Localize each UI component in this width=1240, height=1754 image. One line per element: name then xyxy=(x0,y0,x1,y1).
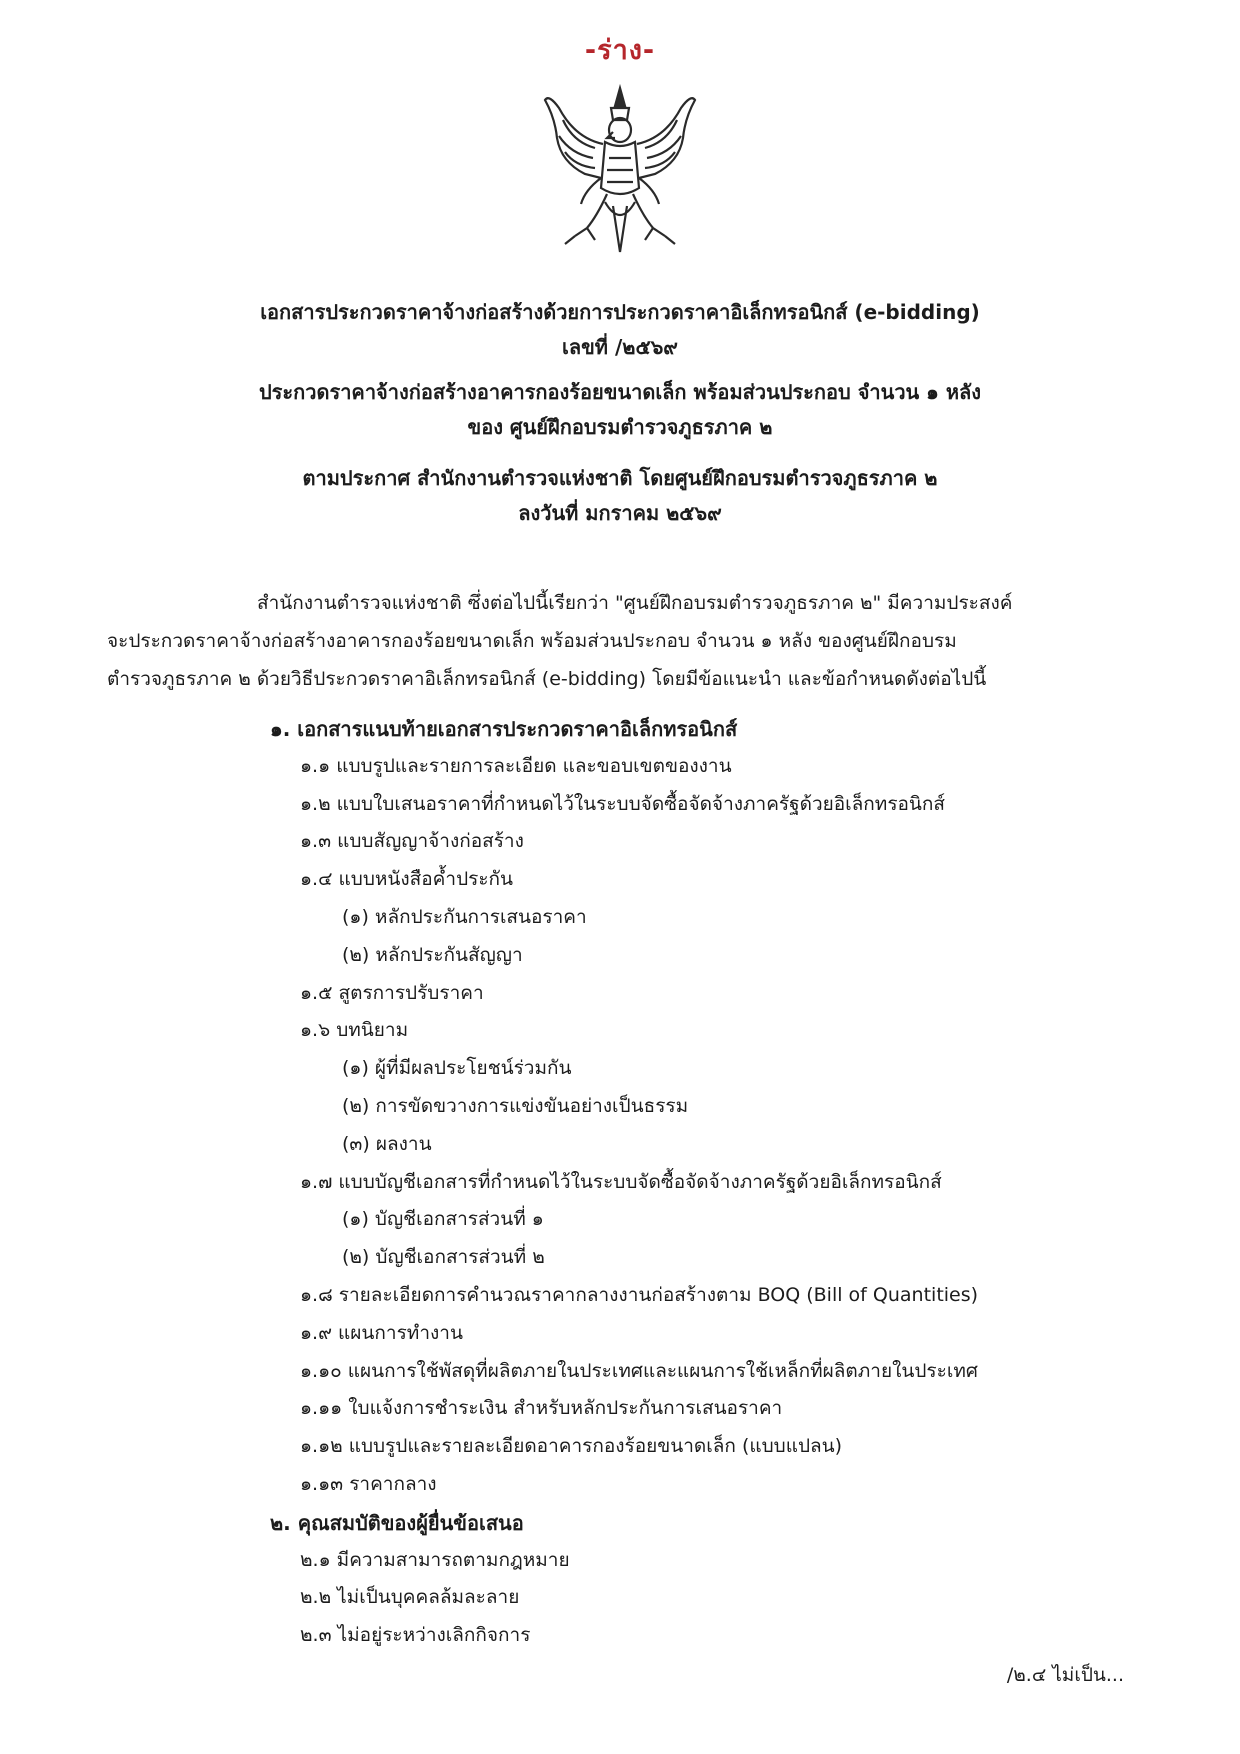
list-item: ๑.๔ แบบหนังสือค้ำประกัน xyxy=(300,868,514,890)
list-item: (๑) บัญชีเอกสารส่วนที่ ๑ xyxy=(342,1208,544,1230)
list-item: ๑.๑๓ ราคากลาง xyxy=(300,1473,437,1495)
list-item: ๑.๘ รายละเอียดการคำนวณราคากลางงานก่อสร้างตาม BOQ (Bill of Quantities) xyxy=(300,1284,979,1306)
announcement-date: ลงวันที่ มกราคม ๒๕๖๙ xyxy=(518,501,722,525)
list-item: ๑.๕ สูตรการปรับราคา xyxy=(300,982,484,1004)
project-title: ประกวดราคาจ้างก่อสร้างอาคารกองร้อยขนาดเล็ก พร้อมส่วนประกอบ จำนวน ๑ หลัง xyxy=(258,380,982,404)
project-owner: ของ ศูนย์ฝึกอบรมตำรวจภูธรภาค ๒ xyxy=(467,415,773,439)
document-number: เลขที่ /๒๕๖๙ xyxy=(562,335,678,359)
list-item: ๑.๑๑ ใบแจ้งการชำระเงิน สำหรับหลักประกันการเสนอราคา xyxy=(300,1397,783,1419)
garuda-emblem-icon xyxy=(535,78,705,258)
list-item: ๑.๑๐ แผนการใช้พัสดุที่ผลิตภายในประเทศและแผนการใช้เหล็กที่ผลิตภายในประเทศ xyxy=(300,1360,978,1382)
list-item: ๑.๓ แบบสัญญาจ้างก่อสร้าง xyxy=(300,830,524,852)
list-item: (๒) หลักประกันสัญญา xyxy=(342,944,523,966)
document-title: เอกสารประกวดราคาจ้างก่อสร้างด้วยการประกวดราคาอิเล็กทรอนิกส์ (e-bidding) xyxy=(260,300,980,324)
intro-line: ตำรวจภูธรภาค ๒ ด้วยวิธีประกวดราคาอิเล็กทรอนิกส์ (e-bidding) โดยมีข้อแนะนำ และข้อกำหนดดังต่อไปนี้ xyxy=(107,668,987,690)
list-item: (๒) การขัดขวางการแข่งขันอย่างเป็นธรรม xyxy=(342,1095,689,1117)
draft-mark: -ร่าง- xyxy=(584,35,656,66)
section-heading: ๒. คุณสมบัติของผู้ยื่นข้อเสนอ xyxy=(270,1511,524,1535)
page-continuation: /๒.๔ ไม่เป็น... xyxy=(1006,1664,1124,1686)
list-item: ๒.๑ มีความสามารถตามกฎหมาย xyxy=(300,1549,570,1571)
list-item: (๓) ผลงาน xyxy=(342,1133,432,1155)
list-item: ๑.๗ แบบบัญชีเอกสารที่กำหนดไว้ในระบบจัดซื้อจัดจ้างภาครัฐด้วยอิเล็กทรอนิกส์ xyxy=(300,1171,942,1193)
list-item: ๒.๓ ไม่อยู่ระหว่างเลิกกิจการ xyxy=(300,1624,531,1646)
list-item: ๑.๑ แบบรูปและรายการละเอียด และขอบเขตของงาน xyxy=(300,755,732,777)
list-item: (๑) ผู้ที่มีผลประโยชน์ร่วมกัน xyxy=(342,1057,572,1079)
section-heading: ๑. เอกสารแนบท้ายเอกสารประกวดราคาอิเล็กทรอนิกส์ xyxy=(270,717,738,741)
list-item: ๑.๖ บทนิยาม xyxy=(300,1019,409,1041)
announcement-line: ตามประกาศ สำนักงานตำรวจแห่งชาติ โดยศูนย์ฝึกอบรมตำรวจภูธรภาค ๒ xyxy=(302,466,938,490)
intro-line: สำนักงานตำรวจแห่งชาติ ซึ่งต่อไปนี้เรียกว่า "ศูนย์ฝึกอบรมตำรวจภูธรภาค ๒" มีความประสงค์ xyxy=(257,592,1013,614)
list-item: ๑.๒ แบบใบเสนอราคาที่กำหนดไว้ในระบบจัดซื้อจัดจ้างภาครัฐด้วยอิเล็กทรอนิกส์ xyxy=(300,793,946,815)
list-item: ๒.๒ ไม่เป็นบุคคลล้มละลาย xyxy=(300,1586,520,1608)
list-item: (๑) หลักประกันการเสนอราคา xyxy=(342,906,587,928)
list-item: ๑.๙ แผนการทำงาน xyxy=(300,1322,463,1344)
list-item: (๒) บัญชีเอกสารส่วนที่ ๒ xyxy=(342,1246,545,1268)
intro-line: จะประกวดราคาจ้างก่อสร้างอาคารกองร้อยขนาดเล็ก พร้อมส่วนประกอบ จำนวน ๑ หลัง ของศูนย์ฝึกอบรม xyxy=(107,630,957,652)
list-item: ๑.๑๒ แบบรูปและรายละเอียดอาคารกองร้อยขนาดเล็ก (แบบแปลน) xyxy=(300,1435,843,1457)
